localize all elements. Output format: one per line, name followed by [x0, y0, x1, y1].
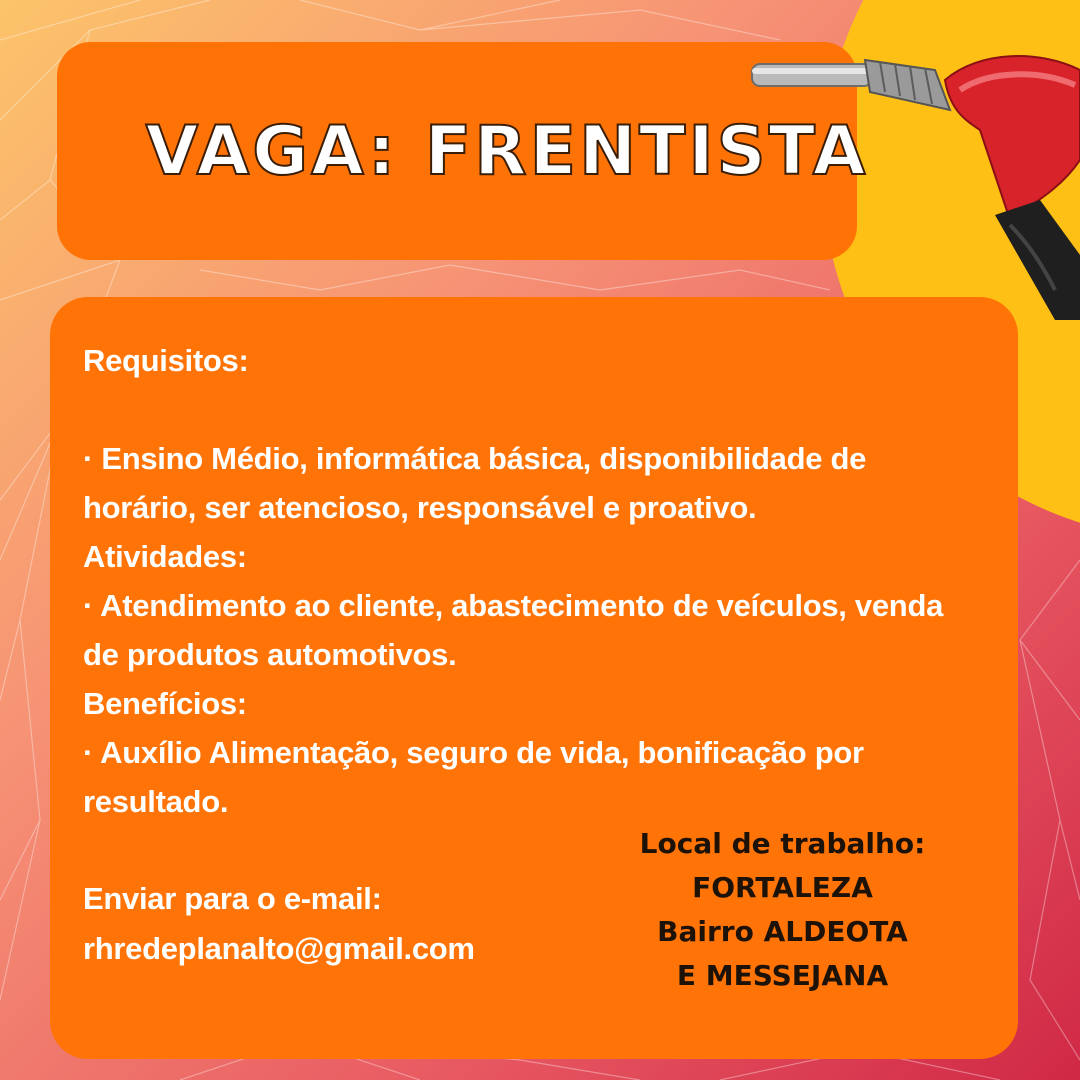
requirements-line: horário, ser atencioso, responsável e proativo.: [83, 490, 757, 525]
workplace-label: Local de trabalho:: [639, 827, 926, 860]
workplace-block: [595, 822, 970, 998]
job-details: [83, 336, 1023, 826]
requirements-line: · Ensino Médio, informática básica, disponibilidade de: [83, 441, 867, 476]
activities-line: de produtos automotivos.: [83, 637, 457, 672]
benefits-heading: Benefícios:: [83, 686, 247, 721]
benefits-line: resultado.: [83, 784, 229, 819]
activities-heading: Atividades:: [83, 539, 247, 574]
activities-line: · Atendimento ao cliente, abastecimento de veículos, venda: [83, 588, 944, 623]
fuel-nozzle-icon: [740, 40, 1080, 320]
workplace-city: FORTALEZA: [692, 871, 873, 904]
requirements-heading: Requisitos:: [83, 343, 249, 378]
email-label: Enviar para o e-mail:: [83, 881, 382, 916]
workplace-district: Bairro ALDEOTA: [657, 915, 908, 948]
benefits-line: · Auxílio Alimentação, seguro de vida, bonificação por: [83, 735, 864, 770]
page-title: VAGA: FRENTISTA: [145, 112, 869, 191]
contact-block: [83, 874, 475, 974]
email-address: rhredeplanalto@gmail.com: [83, 931, 475, 966]
workplace-district-2: E MESSEJANA: [676, 959, 889, 992]
